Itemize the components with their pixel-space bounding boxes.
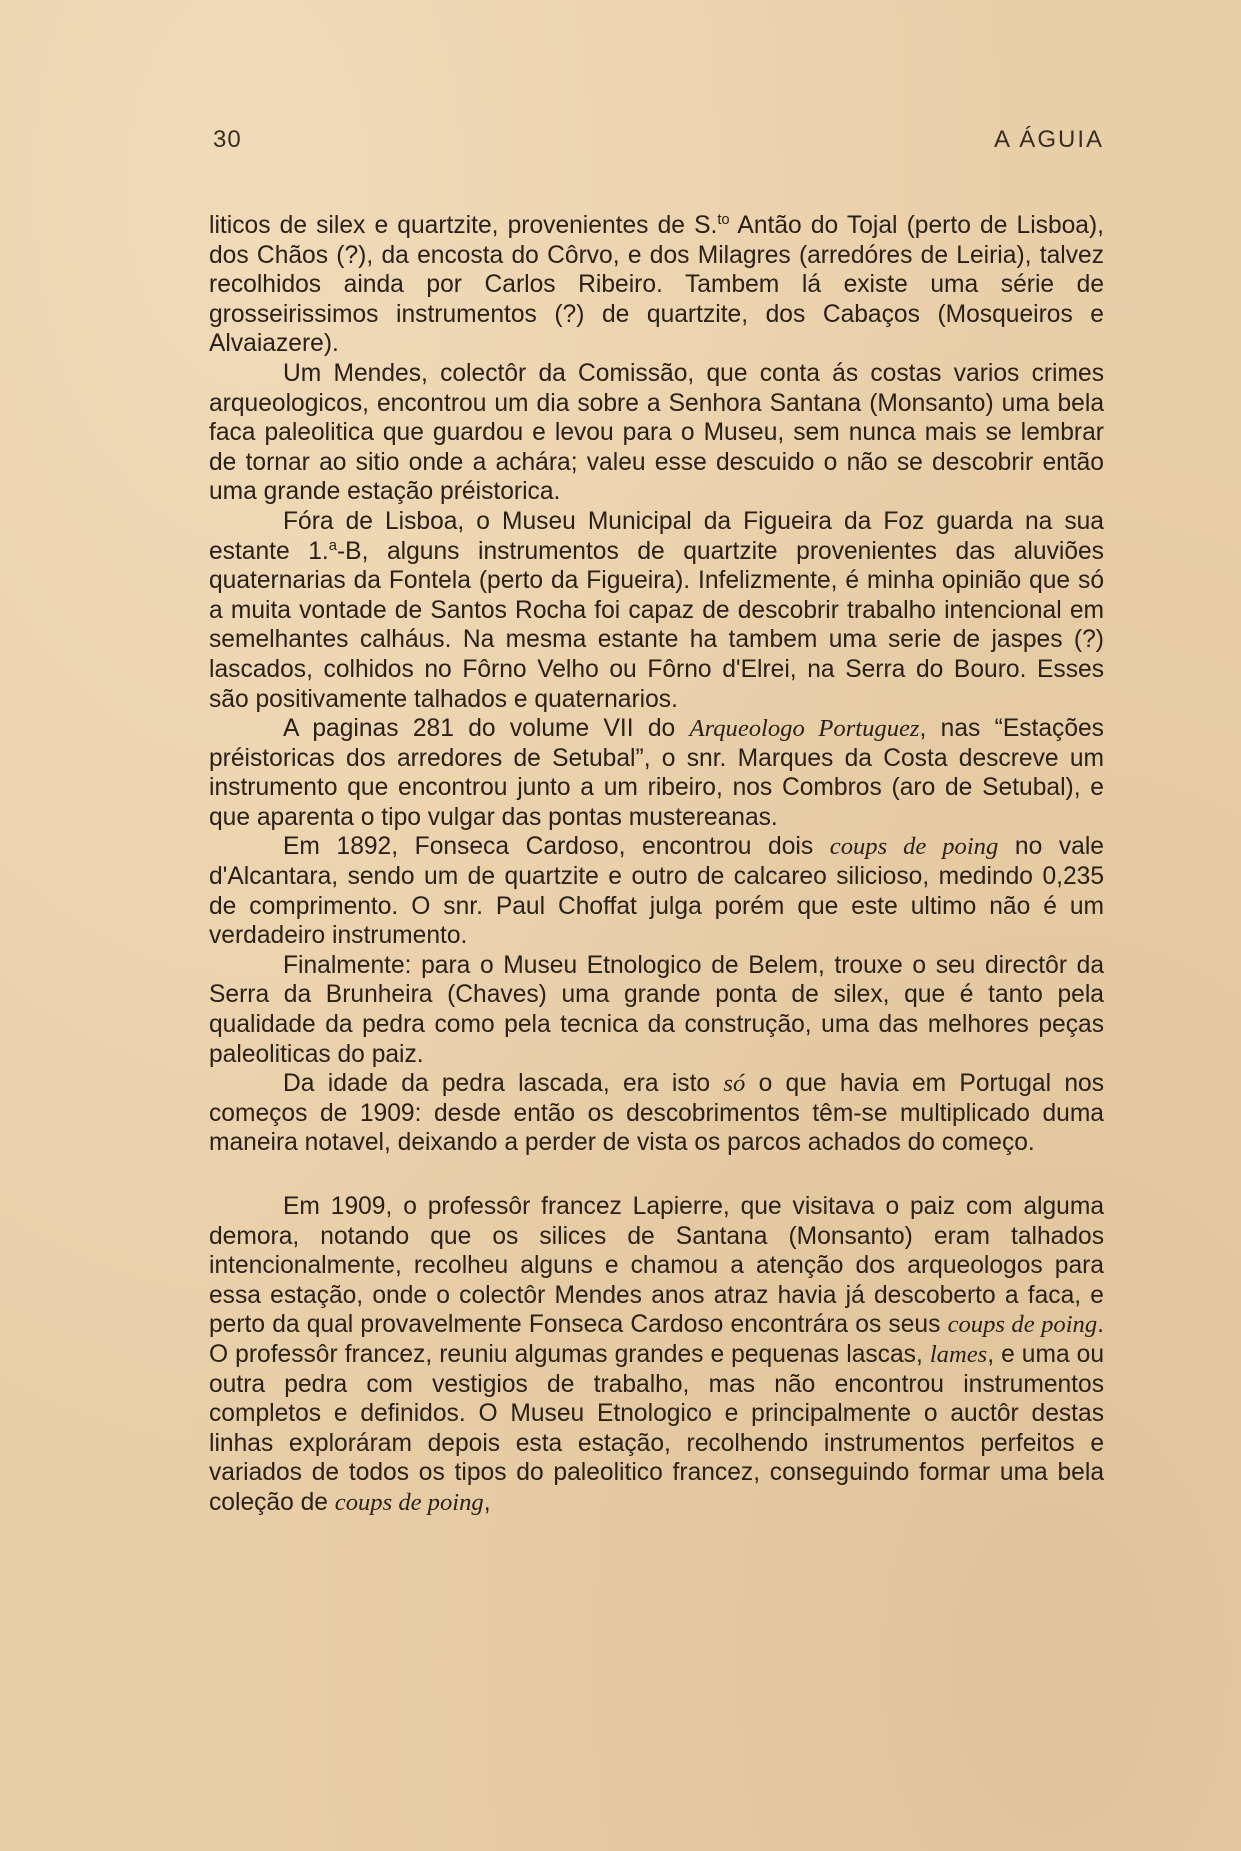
text-run: Em 1909, o professôr francez Lapierre, que visitava o paiz com alguma demora, notando que os silices de Santana (Monsanto) eram talhados intencionalmente, recolheu alguns e chamou a atenção dos arqueologos para essa estação, onde o colectôr Mendes anos atraz havia já descoberto a faca, e perto da qual provavelmente Fonseca Cardoso encontrára os seus xyxy=(209,1193,1104,1339)
italic-term: lames xyxy=(929,1340,988,1368)
italic-term: coups de poing xyxy=(334,1488,484,1516)
text-run: o que havia em Portugal nos começos de 1909: desde então os descobrimentos têm-se multiplicado duma maneira notavel, deixando a perder de vista os parcos achados do começo. xyxy=(209,1070,1104,1157)
page-number: 30 xyxy=(213,126,242,153)
text-run: , xyxy=(483,1488,491,1516)
text-run: Da idade da pedra lascada, era isto xyxy=(283,1070,724,1098)
paragraph xyxy=(209,507,1104,714)
text-run: Em 1892, Fonseca Cardoso, encontrou dois xyxy=(283,833,830,861)
paragraph xyxy=(209,832,1104,950)
text-run: -B, alguns instrumentos de quartzite provenientes das aluviões quaternarias da Fontela (perto da Figueira). Infelizmente, é minha opinião que só a muita vontade de Santos Rocha foi capaz de descobrir trabalho intencional em semelhantes calháus. Na mesma estante ha tambem uma serie de jaspes (?) lascados, colhidos no Fôrno Velho ou Fôrno d'Elrei, na Serra do Bouro. Esses são positivamente talhados e quaternarios. xyxy=(209,537,1104,713)
paragraph xyxy=(209,1192,1104,1518)
italic-term: só xyxy=(723,1070,746,1098)
superscript: a xyxy=(328,537,337,554)
paragraph: Um Mendes, colectôr da Comissão, que conta ás costas varios crimes arqueologicos, encontrou um dia sobre a Senhora Santana (Monsanto) uma bela faca paleolitica que guardou e levou para o Museu, sem nunca mais se lembrar de tornar ao sitio onde a achára; valeu esse descuido o não se descobrir então uma grande estação préistorica. xyxy=(209,359,1104,506)
text-run: . O professôr francez, reuniu algumas grandes e pequenas lascas, xyxy=(209,1311,1104,1368)
superscript: to xyxy=(717,211,730,228)
text-run: , nas “Estações préistoricas dos arredores de Setubal”, o snr. Marques da Costa descreve um instrumento que encontrou junto a um ribeiro, nos Combros (aro de Setubal), e que aparenta o tipo vulgar das pontas mustereanas. xyxy=(209,715,1104,831)
page-header xyxy=(213,126,1104,160)
text-run: liticos de silex e quartzite, provenientes de S. xyxy=(209,212,718,239)
paragraph: Finalmente: para o Museu Etnologico de Belem, trouxe o seu directôr da Serra da Brunheira (Chaves) uma grande ponta de silex, que é tanto pela qualidade da pedra como pela tecnica da construção, uma das melhores peças paleoliticas do paiz. xyxy=(209,951,1104,1068)
italic-title: Arqueologo Portuguez xyxy=(689,715,920,743)
paragraph xyxy=(209,1069,1104,1158)
paragraph xyxy=(209,714,1104,832)
text-run: A paginas 281 do volume VII do xyxy=(283,715,690,743)
italic-term: coups de poing xyxy=(829,833,999,861)
text-run: , e uma ou outra pedra com vestigios de trabalho, mas não encontrou instrumentos completos e definidos. O Museu Etnologico e principalmente o auctôr destas linhas exploráram depois esta estação, recolhendo instrumentos perfeitos e variados de todos os tipos do paleolitico francez, conseguindo formar uma bela coleção de xyxy=(209,1340,1105,1516)
text-run: Antão do Tojal (perto de Lisboa), dos Chãos (?), da encosta do Côrvo, e dos Milagres (arredóres de Leiria), talvez recolhidos ainda por Carlos Ribeiro. Tambem lá existe uma série de grosseirissimos instrumentos (?) de quartzite, dos Cabaços (Mosqueiros e Alvaiazere). xyxy=(209,212,1105,358)
italic-term: coups de poing xyxy=(947,1311,1098,1339)
running-title: A ÁGUIA xyxy=(993,126,1104,153)
text-run: Fóra de Lisboa, o Museu Municipal da Figueira da Foz guarda na sua estante 1. xyxy=(209,507,1104,565)
body-text xyxy=(209,211,1104,1518)
paragraph xyxy=(209,211,1104,359)
text-run: no vale d'Alcantara, sendo um de quartzite e outro de calcareo silicioso, medindo 0,235 de comprimento. O snr. Paul Choffat julga porém que este ultimo não é um verdadeiro instrumento. xyxy=(209,833,1104,950)
